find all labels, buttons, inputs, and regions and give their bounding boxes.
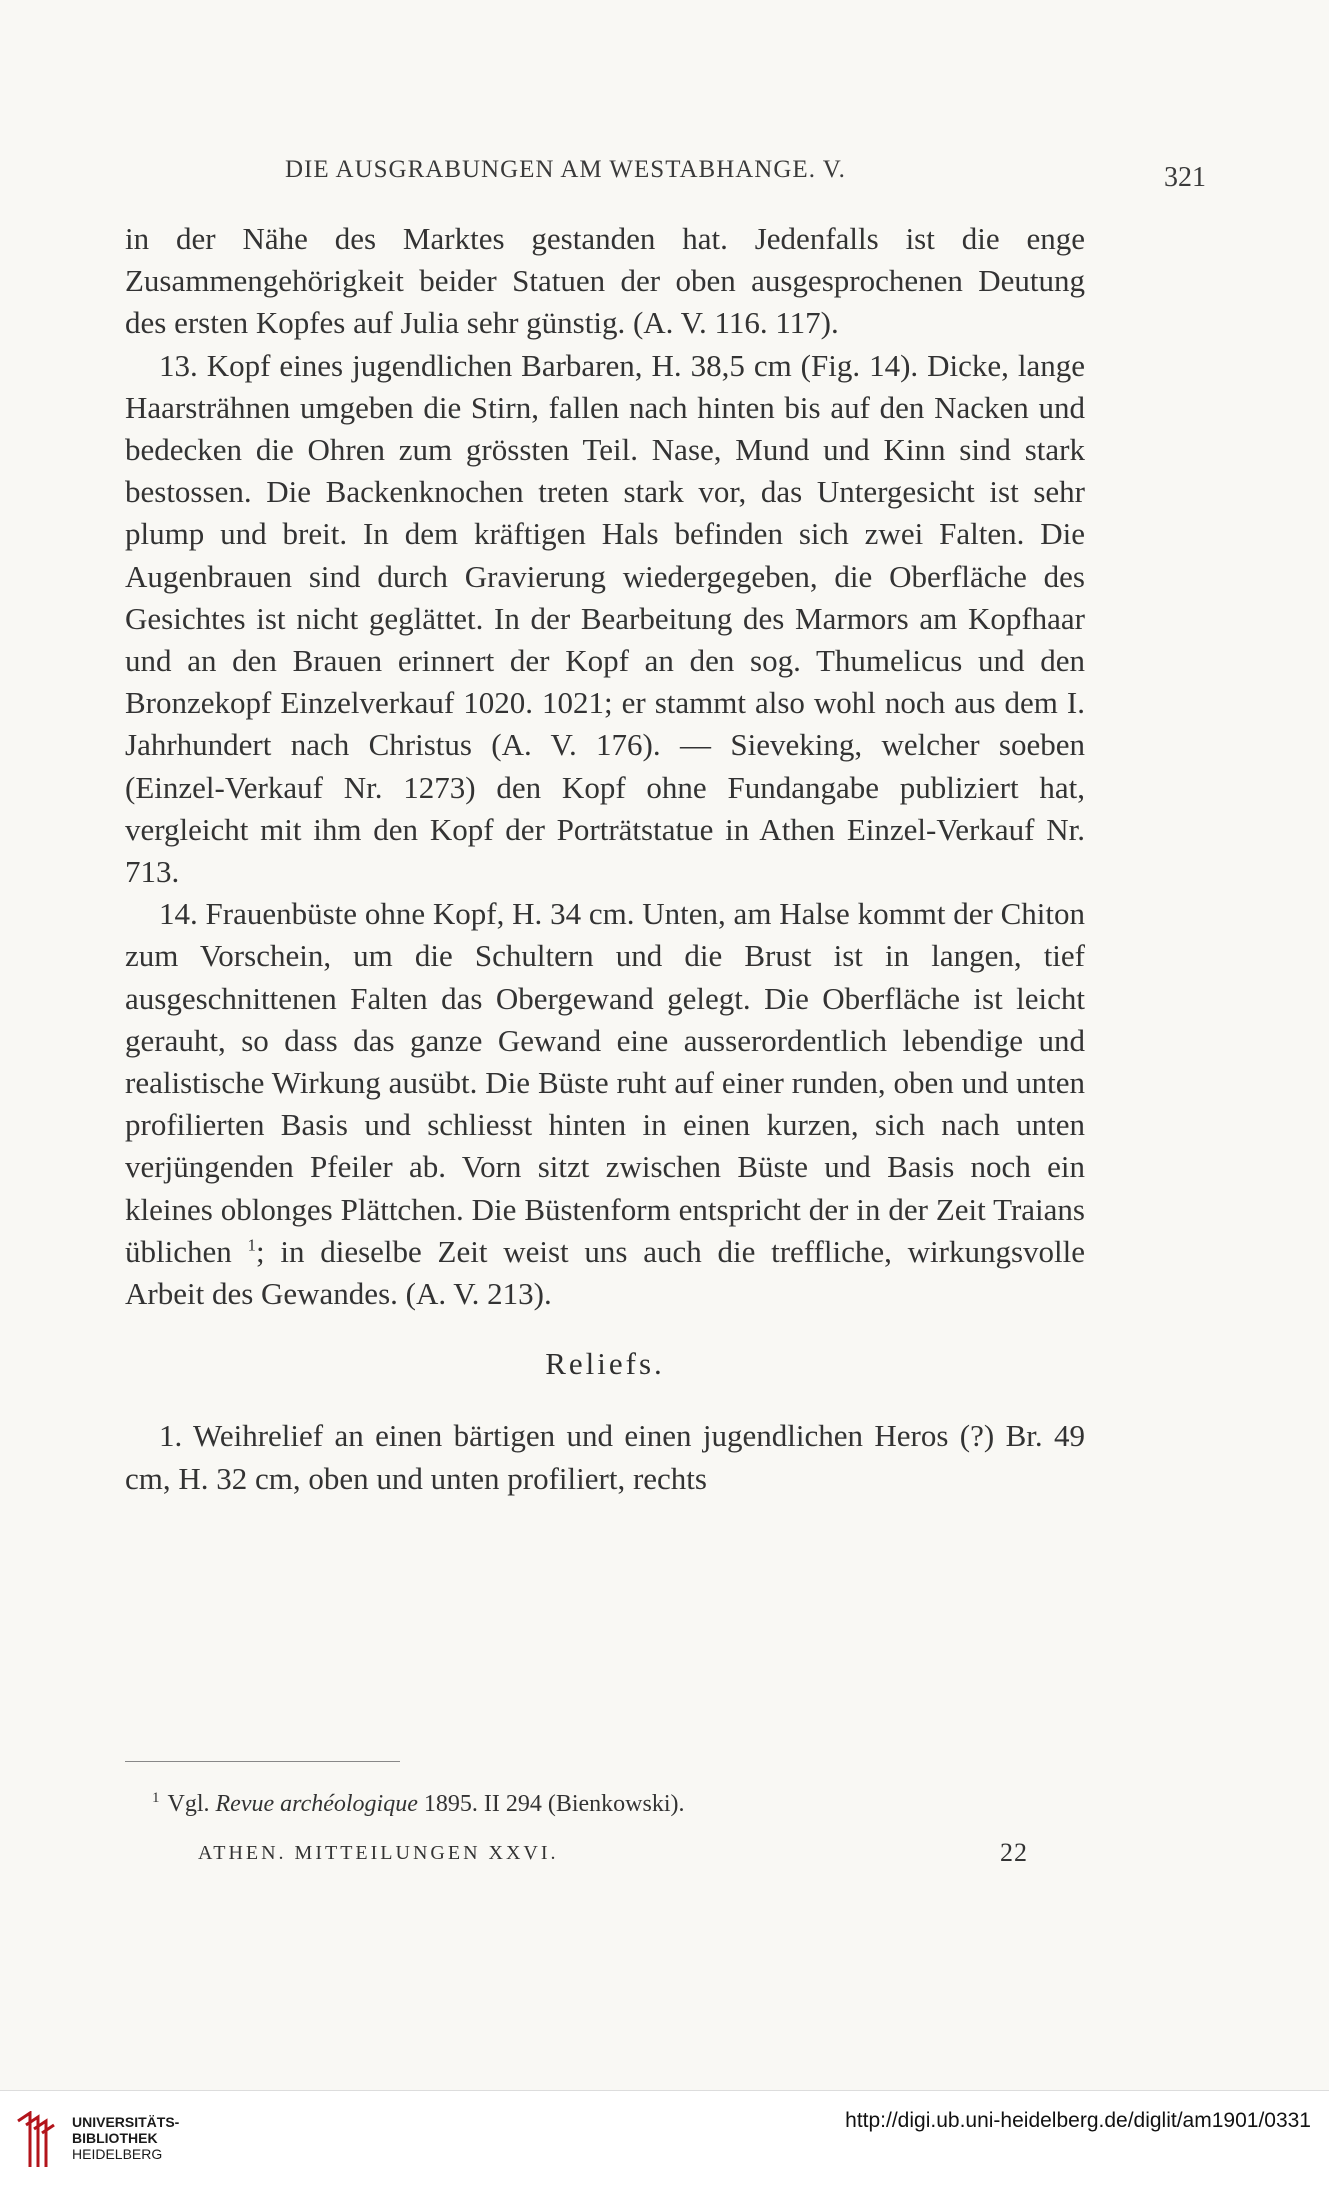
page-number: 321 — [1164, 162, 1206, 193]
signature-line — [198, 1838, 1028, 1870]
footnote-prefix: Vgl. — [167, 1791, 210, 1817]
section-heading: Reliefs. — [545, 1346, 665, 1382]
library-name-line1: UNIVERSITÄTS- — [72, 2114, 180, 2130]
paragraph-item-13: 13. Kopf eines jugendlichen Barbaren, H. 38,5 cm (Fig. 14). Dicke, lange Haarsträhnen umgeben die Stirn, fallen nach hinten bis auf den Nacken und bedecken die Ohren zum grössten Teil. Nase, Mund und Kinn sind stark bestossen. Die Backenknochen treten stark vor, das Untergesicht ist sehr plump und breit. In dem kräftigen Hals befinden sich zwei Falten. Die Augenbrauen sind durch Gravierung wiedergegeben, die Oberfläche des Gesichtes ist nicht geglättet. In der Bearbeitung des Marmors am Kopfhaar und an den Brauen erinnert der Kopf an den sog. Thumelicus und den Bronzekopf Einzelverkauf 1020. 1021; er stammt also wohl noch aus dem I. Jahrhundert nach Christus (A. V. 176). — Sieveking, welcher soeben (Einzel-Verkauf Nr. 1273) den Kopf ohne Fundangabe publiziert hat, vergleicht mit ihm den Kopf der Porträtstatue in Athen Einzel-Verkauf Nr. 713. — [125, 347, 1085, 890]
paragraph-item-14-text-a: 14. Frauenbüste ohne Kopf, H. 34 cm. Unten, am Halse kommt der Chiton zum Vorschein, um die Schultern und die Brust ist in langen, tief ausgeschnittenen Falten das Obergewand gelegt. Die Oberfläche ist leicht gerauht, so dass das ganze Gewand eine ausserordentlich lebendige und realistische Wirkung ausübt. Die Büste ruht auf einer runden, oben und unten profilierten Basis und schliesst hinten in einen kurzen, sich nach unten verjüngenden Pfeiler ab. Vorn sitzt zwischen Büste und Basis noch ein kleines oblonges Plättchen. Die Büstenform entspricht der in der Zeit Traians üblichen — [125, 896, 1085, 1269]
footnote-suffix: 1895. II 294 (Bienkowski). — [423, 1791, 685, 1817]
running-head — [120, 156, 1220, 196]
running-title: DIE AUSGRABUNGEN AM WESTABHANGE. V. — [285, 156, 846, 183]
library-name-line3: HEIDELBERG — [72, 2146, 163, 2162]
paragraph-item-14 — [125, 893, 1085, 1315]
footnote-number: 1 — [152, 1790, 160, 1806]
paragraph-relief-1: 1. Weihrelief an einen bärtigen und einen jugendlichen Heros (?) Br. 49 cm, H. 32 cm, oben und unten profiliert, rechts — [125, 1418, 1085, 1496]
library-footer — [0, 2090, 1329, 2187]
footnote-divider — [125, 1761, 400, 1762]
paragraph-continuation: in der Nähe des Marktes gestanden hat. Jedenfalls ist die enge Zusammengehörigkeit beider Statuen der oben ausgesprochenen Deutung des ersten Kopfes auf Julia sehr günstig. (A. V. 116. 117). — [125, 221, 1085, 341]
signature-text: ATHEN. MITTEILUNGEN XXVI. — [198, 1842, 559, 1864]
source-url-link[interactable]: http://digi.ub.uni-heidelberg.de/diglit/am1901/0331 — [845, 2109, 1311, 2132]
footnote-reference: 1 — [247, 1235, 256, 1255]
body-text — [125, 218, 1085, 1500]
library-logo-icon — [14, 2111, 58, 2169]
footnote-journal-title: Revue archéologique — [215, 1791, 418, 1817]
paragraph-item-14-text-b: ; in dieselbe Zeit weist uns auch die treffliche, wirkungsvolle Arbeit des Gewandes. (A. V. 213). — [125, 1233, 1085, 1312]
footnote — [152, 1790, 1052, 1818]
signature-number: 22 — [1000, 1838, 1028, 1867]
library-name — [72, 2114, 179, 2162]
library-name-line2: BIBLIOTHEK — [72, 2130, 158, 2146]
